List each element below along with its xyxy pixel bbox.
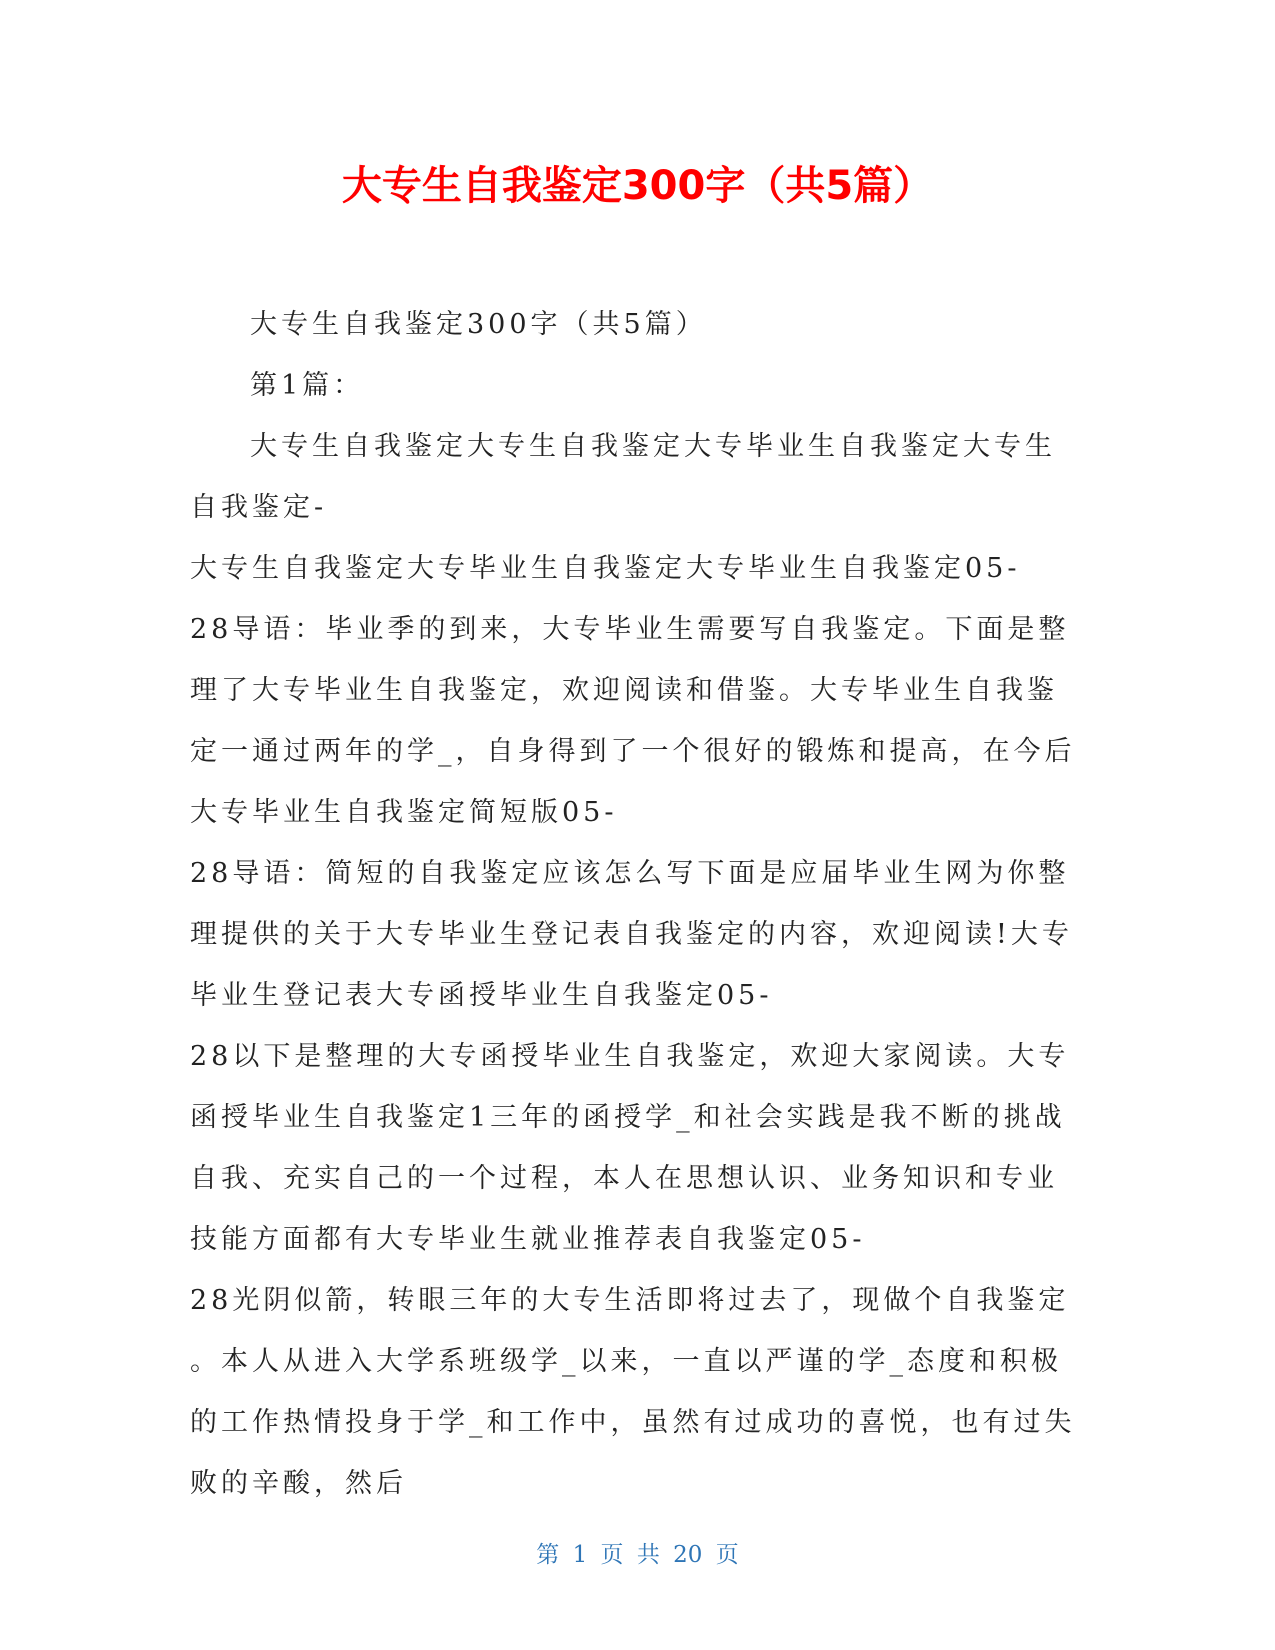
body-line: 技能方面都有大专毕业生就业推荐表自我鉴定05-: [190, 1224, 866, 1255]
body-line: 函授毕业生自我鉴定1三年的函授学_和社会实践是我不断的挑战: [190, 1102, 1066, 1133]
body-line: 的工作热情投身于学_和工作中，虽然有过成功的喜悦，也有过失: [190, 1407, 1076, 1438]
body-line: 28光阴似箭，转眼三年的大专生活即将过去了，现做个自我鉴定: [190, 1285, 1070, 1316]
body-line: 自我鉴定-: [190, 492, 328, 523]
body-line: 大专毕业生自我鉴定简短版05-: [190, 797, 618, 828]
page-number-footer: 第 1 页 共 20 页: [536, 1542, 739, 1568]
document-title: 大专生自我鉴定300字（共5篇）: [341, 163, 934, 209]
body-line: 大专生自我鉴定300字（共5篇）: [250, 309, 707, 340]
body-line: 自我、充实自己的一个过程，本人在思想认识、业务知识和专业: [190, 1163, 1058, 1194]
body-line: 理提供的关于大专毕业生登记表自我鉴定的内容，欢迎阅读!大专: [190, 919, 1073, 950]
body-line: 理了大专毕业生自我鉴定，欢迎阅读和借鉴。大专毕业生自我鉴: [190, 675, 1058, 706]
body-line: 毕业生登记表大专函授毕业生自我鉴定05-: [190, 980, 773, 1011]
body-line: 。本人从进入大学系班级学_以来，一直以严谨的学_态度和积极: [190, 1346, 1062, 1377]
body-line: 28导语：简短的自我鉴定应该怎么写下面是应届毕业生网为你整: [190, 858, 1070, 889]
body-line: 大专生自我鉴定大专毕业生自我鉴定大专毕业生自我鉴定05-: [190, 553, 1021, 584]
document-body: [190, 294, 1080, 1514]
body-line: 败的辛酸，然后: [190, 1468, 407, 1499]
body-line: 28以下是整理的大专函授毕业生自我鉴定，欢迎大家阅读。大专: [190, 1041, 1070, 1072]
body-line: 第1篇：: [250, 370, 365, 401]
body-line: 大专生自我鉴定大专生自我鉴定大专毕业生自我鉴定大专生: [250, 431, 1056, 462]
body-line: 28导语：毕业季的到来，大专毕业生需要写自我鉴定。下面是整: [190, 614, 1070, 645]
body-line: 定一通过两年的学_，自身得到了一个很好的锻炼和提高，在今后: [190, 736, 1076, 767]
